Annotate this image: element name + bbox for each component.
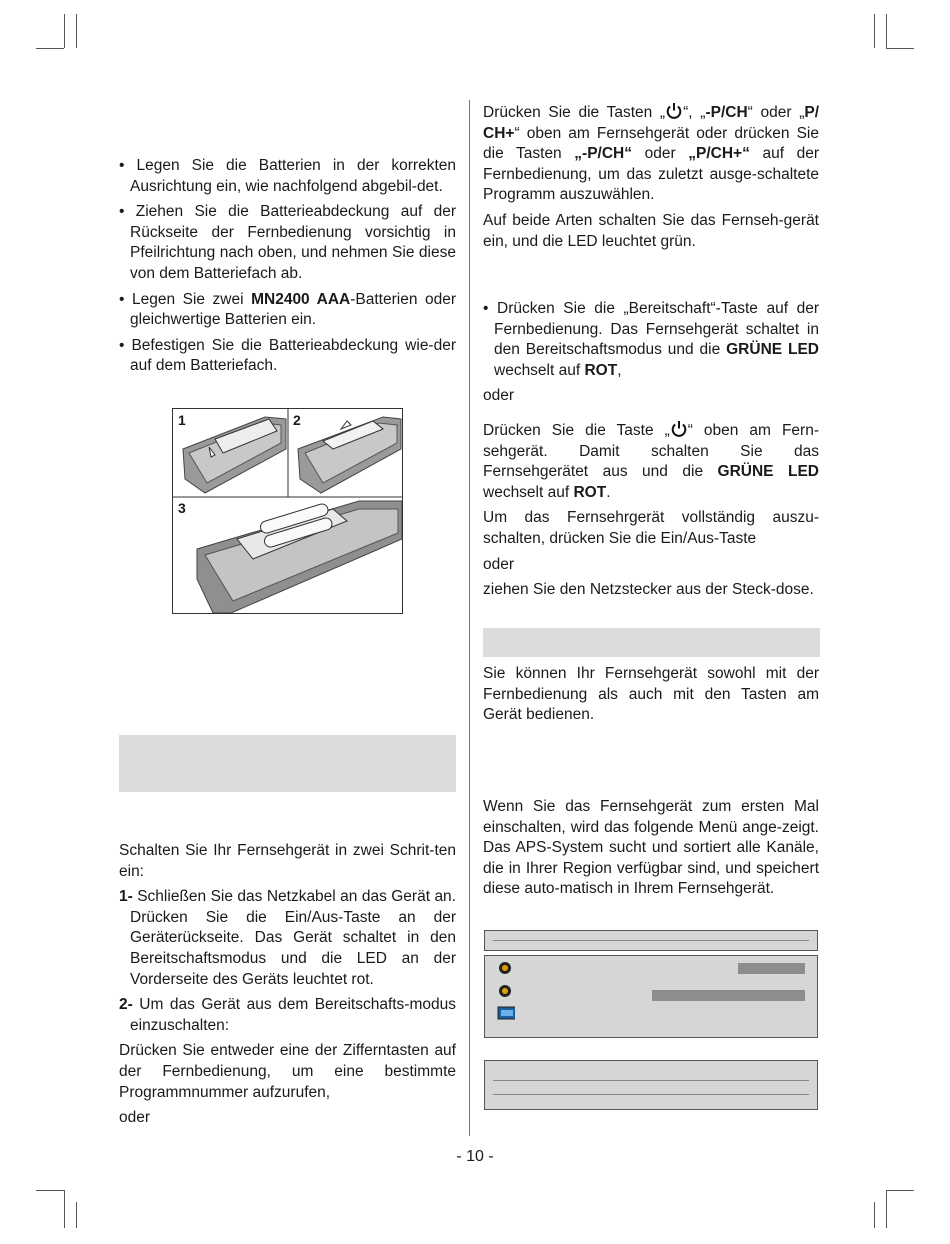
oder-text: oder: [483, 387, 515, 405]
crop-mark: [76, 14, 77, 48]
either-paragraph: Drücken Sie entweder eine der Zifferntasten auf der Fernbedienung, um eine bestimmte Programmnummer aufzurufen,: [119, 1042, 456, 1101]
progress-bar-1: [738, 963, 805, 974]
crop-mark: [886, 14, 887, 48]
oder-text: oder: [119, 1109, 151, 1127]
power-icon: [665, 102, 683, 120]
menu-line: [493, 940, 809, 941]
right-column-standby: [483, 299, 819, 606]
progress-bar-2: [652, 990, 805, 1001]
full-off-paragraph: Um das Fernsehrgerät vollständig auszu-schalten, drücken Sie die Ein/Aus-Taste: [483, 509, 819, 547]
crop-mark: [886, 1190, 887, 1228]
first-time-paragraph: [483, 797, 819, 905]
left-column-switch-on: [119, 841, 456, 1134]
section-heading-box-left: [119, 735, 456, 792]
aps-menu-footer: [484, 1060, 818, 1110]
satellite-dish-icon: [497, 961, 513, 975]
section-heading-box-right: [483, 628, 820, 657]
menu-line: [493, 1094, 809, 1095]
first-time-text: Wenn Sie das Fernsehgerät zum ersten Mal einschalten, wird das folgende Menü ange-zeigt. Das APS-System sucht und sortiert alle Kanäle, die in Ihrer Region verfügbar sind, und speichert diese auto-matisch in Ihrem Fernsehgerät.: [483, 798, 819, 898]
operation-text: Sie können Ihr Fernsehgerät sowohl mit der Fernbedienung als auch mit den Tasten am Gerät bedienen.: [483, 665, 819, 724]
bullet-battery-orientation: • Legen Sie die Batterien in der korrekten Ausrichtung ein, wie nachfolgend abgebil-det.: [119, 157, 456, 195]
figure-label-1: 1: [178, 412, 186, 428]
figure-label-2: 2: [293, 412, 301, 428]
crop-mark: [64, 1190, 65, 1228]
crop-mark: [64, 14, 65, 48]
crop-mark: [36, 48, 64, 49]
menu-line: [493, 1080, 809, 1081]
standby-bullet: • Drücken Sie die „Bereitschaft“-Taste auf der Fernbedienung. Das Fernsehgerät schaltet in den Bereitschaftsmodus und die GRÜNE LED wechselt auf ROT,: [483, 300, 819, 379]
unplug-paragraph: ziehen Sie den Netzstecker aus der Steck-dose.: [483, 581, 814, 599]
crop-mark: [76, 1202, 77, 1228]
oder-text: oder: [483, 555, 515, 573]
figure-label-3: 3: [178, 500, 186, 516]
step-2: 2- Um das Gerät aus dem Bereitschafts-modus einzuschalten:: [119, 996, 456, 1034]
aps-menu-header: [484, 930, 818, 951]
bullet-replace-cover: • Befestigen Sie die Batterieabdeckung wie-der auf dem Batteriefach.: [119, 336, 456, 375]
standby-key-paragraph: Drücken Sie die Taste „ “ oben am Fern-sehgerät. Damit schalten Sie das Fernsehgerätet aus und die GRÜNE LED wechselt auf ROT.: [483, 421, 819, 501]
power-icon: [670, 420, 688, 438]
operation-paragraph: [483, 664, 819, 731]
switch-on-intro: Schalten Sie Ihr Fernsehgerät in zwei Schrit-ten ein:: [119, 842, 456, 880]
crop-mark: [36, 1190, 64, 1191]
remote-battery-illustration: [173, 409, 402, 613]
tv-icon: [495, 1006, 515, 1020]
aps-menu-body: [484, 955, 818, 1038]
left-column-battery: [119, 156, 456, 382]
crop-mark: [874, 14, 875, 48]
satellite-dish-icon: [497, 984, 513, 998]
crop-mark: [886, 1190, 914, 1191]
bullet-insert-batteries: • Legen Sie zwei MN2400 AAA-Batterien oder gleichwertige Batterien ein.: [119, 290, 456, 329]
right-column-top: [483, 102, 819, 257]
crop-mark: [886, 48, 914, 49]
both-ways-paragraph: Auf beide Arten schalten Sie das Fernseh-gerät ein, und die LED leuchtet grün.: [483, 211, 819, 250]
bullet-remove-cover: • Ziehen Sie die Batterieabdeckung auf der Rückseite der Fernbedienung vorsichtig in Pfeilrichtung nach oben, und nehmen Sie diese von dem Batteriefach ab.: [119, 203, 456, 282]
page-number: - 10 -: [456, 1148, 494, 1165]
battery-insertion-figure: [172, 408, 403, 614]
crop-mark: [874, 1202, 875, 1228]
buttons-paragraph: Drücken Sie die Tasten „ “, „-P/CH“ oder „P/ CH+“ oben am Fernsehgerät oder drücken Sie die Tasten „-P/CH“ oder „P/CH+“ auf der Fernbedienung, um das zuletzt ausge-schaltete Programm auszuwählen.: [483, 104, 820, 204]
column-divider: [469, 100, 470, 1136]
step-1: 1- Schließen Sie das Netzkabel an das Gerät an. Drücken Sie die Ein/Aus-Taste an der Geräterückseite. Das Gerät schaltet in den Bereitschaftsmodus und die LED an der Vorderseite des Geräts leuchtet rot.: [119, 888, 456, 988]
